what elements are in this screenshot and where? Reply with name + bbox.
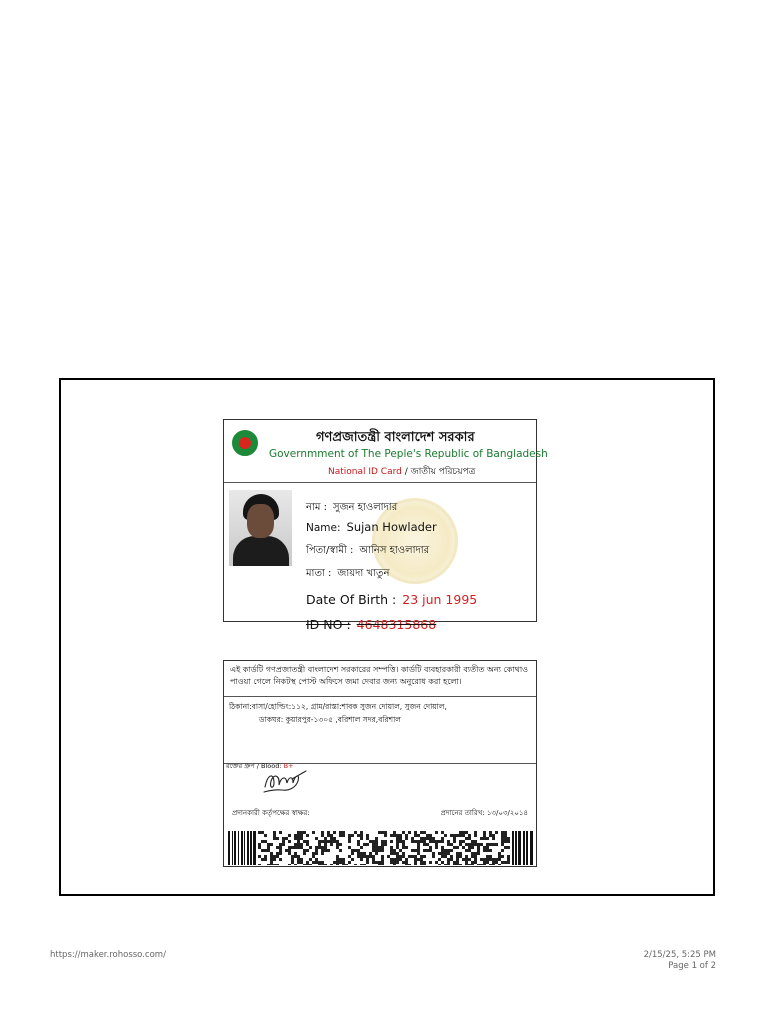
name-bengali-label: নাম :	[306, 502, 327, 513]
address-block	[224, 697, 536, 764]
date-of-birth-row	[306, 592, 477, 607]
id-number-value: 4648315868	[356, 617, 437, 632]
bangladesh-emblem-icon	[232, 430, 258, 456]
issuer-signature	[262, 767, 310, 795]
date-of-birth-label: Date Of Birth :	[306, 592, 397, 607]
father-row	[306, 543, 429, 560]
name-english-label: Name:	[306, 522, 341, 534]
print-footer-url: https://maker.rohosso.com/	[50, 950, 166, 960]
holder-photo	[229, 490, 292, 566]
id-card-back	[223, 660, 537, 867]
address-line-1: ঠিকানা:বাসা/হোল্ডিং:১১২, গ্রাম/রাস্তা:শাবক সুজন দোয়াল, সুজন দোয়াল,	[229, 702, 447, 711]
father-label: পিতা/স্বামী :	[306, 545, 354, 556]
blood-group-label: রক্তের গ্রুপ / Blood:	[226, 762, 284, 770]
card-header	[224, 420, 548, 483]
issuer-signature-label: প্রদানকারী কর্তৃপক্ষের স্বাক্ষর:	[232, 809, 310, 817]
issue-date: প্রদানের তারিখ: ১৩/০৩/২০১৪	[440, 809, 528, 817]
ownership-notice: এই কার্ডটি গণপ্রজাতন্ত্রী বাংলাদেশ সরকারের সম্পত্তি। কার্ডটি ব্যবহারকারী ব্যতীত অন্য কোথাও পাওয়া গেলে নিকটস্থ পোস্ট অফিসে জমা দেবার জন্য অনুরোধ করা হলো।	[224, 661, 536, 697]
english-government-title: Governmment of The Peple's Republic of Bangladesh	[269, 448, 548, 460]
print-footer-meta	[644, 950, 716, 972]
name-english-value: Sujan Howlader	[346, 520, 437, 534]
bengali-government-title: গণপ্রজাতন্ত্রী বাংলাদেশ সরকার	[316, 430, 475, 445]
id-number-row	[306, 617, 436, 632]
card-barcode	[228, 831, 534, 865]
date-of-birth-value: 23 jun 1995	[402, 592, 478, 607]
national-id-heading	[328, 464, 475, 479]
id-card-front	[223, 419, 548, 632]
father-value: আনিস হাওলাদার	[359, 545, 430, 556]
mother-value: জায়দা খাতুন	[337, 568, 390, 579]
address-line-2: ডাকঘর: কুয়ারপুর-১৩০৫ ,বরিশাল সদর,বরিশাল	[259, 715, 401, 724]
blood-group-value: B+	[283, 762, 294, 770]
id-number-label: ID NO :	[306, 617, 351, 632]
name-bengali-row	[306, 500, 397, 517]
print-footer-page: Page 1 of 2	[668, 961, 716, 971]
national-id-bengali: জাতীয় পরিচয়পত্র	[410, 467, 476, 477]
name-english-row	[306, 520, 437, 534]
name-bengali-value: সুজন হাওলাদার	[332, 502, 398, 513]
national-id-english: National ID Card	[328, 467, 402, 477]
national-id-separator: /	[401, 467, 411, 477]
mother-row	[306, 566, 389, 583]
print-footer-datetime: 2/15/25, 5:25 PM	[643, 950, 716, 960]
mother-label: মাতা :	[306, 568, 332, 579]
